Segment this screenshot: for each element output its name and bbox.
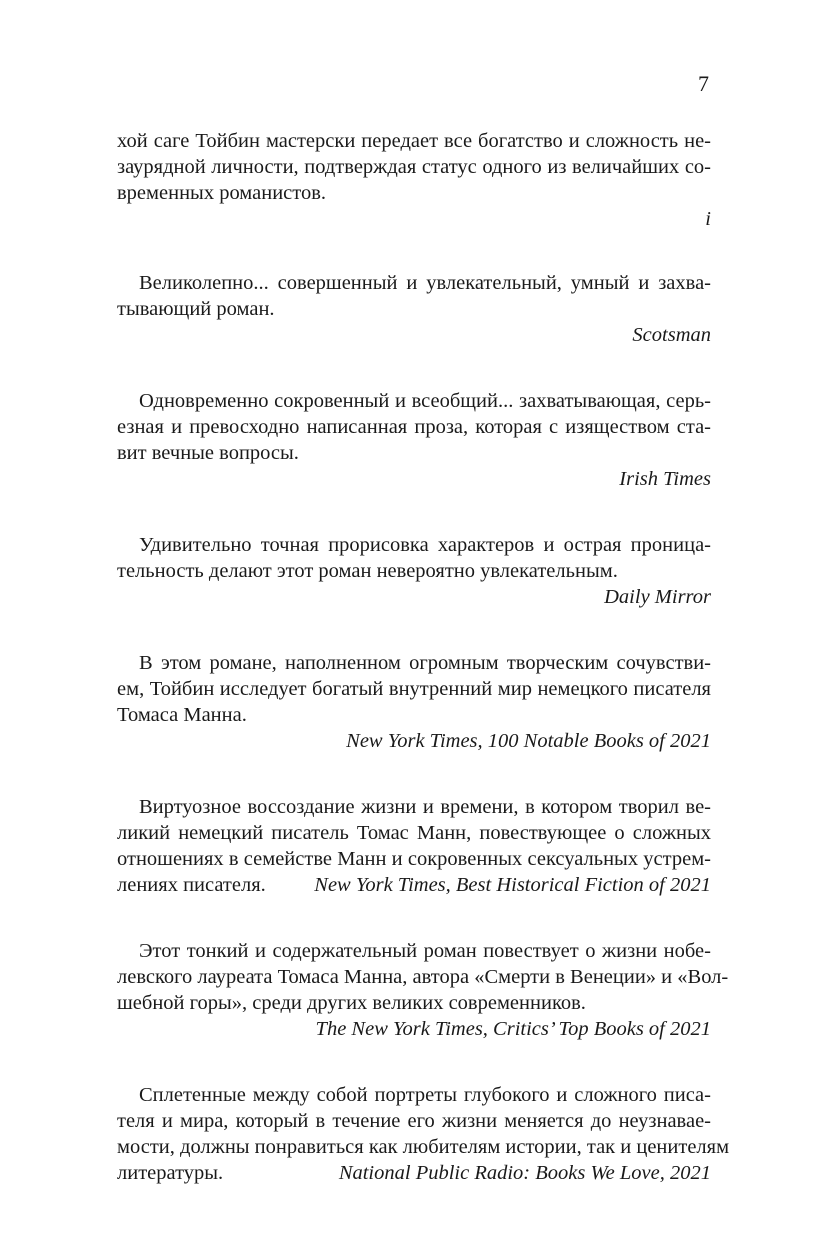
quote-line: ликий немецкий писатель Томас Манн, повествующее о сложных: [117, 822, 711, 844]
quote-source: National Public Radio: Books We Love, 2021: [338, 1162, 711, 1184]
quote-source: The New York Times, Critics’ Top Books of 2021: [315, 1018, 711, 1040]
quote-line: Одновременно сокровенный и всеобщий... захватывающая, серь-: [139, 390, 711, 412]
quote-line: заурядной личности, подтверждая статус одного из величайших со-: [117, 156, 711, 178]
quote-line: Удивительно точная прорисовка характеров и острая проница-: [139, 534, 711, 556]
quote-block: [117, 388, 711, 492]
quote-line: тывающий роман.: [117, 298, 275, 320]
quote-source: Scotsman: [632, 324, 711, 346]
quote-source: Irish Times: [619, 468, 711, 490]
quote-line: вит вечные вопросы.: [117, 442, 299, 464]
quote-line: Томаса Манна.: [117, 704, 247, 726]
quote-block: [117, 650, 711, 754]
quote-line: шебной горы», среди других великих современников.: [117, 992, 586, 1014]
quote-line: теля и мира, который в течение его жизни меняется до неузнавае-: [117, 1110, 711, 1132]
quote-line: лениях писателя.: [117, 874, 266, 896]
quote-line: хой саге Тойбин мастерски передает все богатство и сложность не-: [117, 130, 711, 152]
quote-line: мости, должны понравиться как любителям истории, так и ценителям: [117, 1136, 730, 1158]
quote-line: езная и превосходно написанная проза, которая с изяществом ста-: [117, 416, 711, 438]
quote-line: левского лауреата Томаса Манна, автора «Смерти в Венеции» и «Вол-: [117, 966, 729, 988]
quote-source: New York Times, 100 Notable Books of 2021: [346, 730, 711, 752]
quote-line: временных романистов.: [117, 182, 327, 204]
quote-block: [117, 532, 711, 610]
quote-block: [117, 128, 711, 232]
quote-line: Великолепно... совершенный и увлекательный, умный и захва-: [139, 272, 711, 294]
quote-source: i: [705, 208, 711, 230]
quote-block: [117, 270, 711, 348]
page-number: 7: [698, 71, 709, 96]
quote-line: Виртуозное воссоздание жизни и времени, в котором творил ве-: [139, 796, 711, 818]
quote-block: [117, 938, 729, 1042]
quote-line: литературы.: [117, 1162, 224, 1184]
quote-block: [117, 1082, 730, 1186]
quote-source: New York Times, Best Historical Fiction of 2021: [314, 874, 711, 896]
quote-block: [117, 794, 711, 898]
quote-line: ем, Тойбин исследует богатый внутренний мир немецкого писателя: [117, 678, 711, 700]
quote-line: В этом романе, наполненном огромным творческим сочувстви-: [139, 652, 711, 674]
quotes-container: [117, 128, 730, 1186]
quote-source: Daily Mirror: [604, 586, 711, 608]
quote-line: Сплетенные между собой портреты глубокого и сложного писа-: [139, 1084, 711, 1106]
quote-line: Этот тонкий и содержательный роман повествует о жизни нобе-: [139, 940, 711, 962]
quote-line: тельность делают этот роман невероятно увлекательным.: [117, 560, 618, 582]
quote-line: отношениях в семействе Манн и сокровенных сексуальных устрем-: [117, 848, 711, 870]
